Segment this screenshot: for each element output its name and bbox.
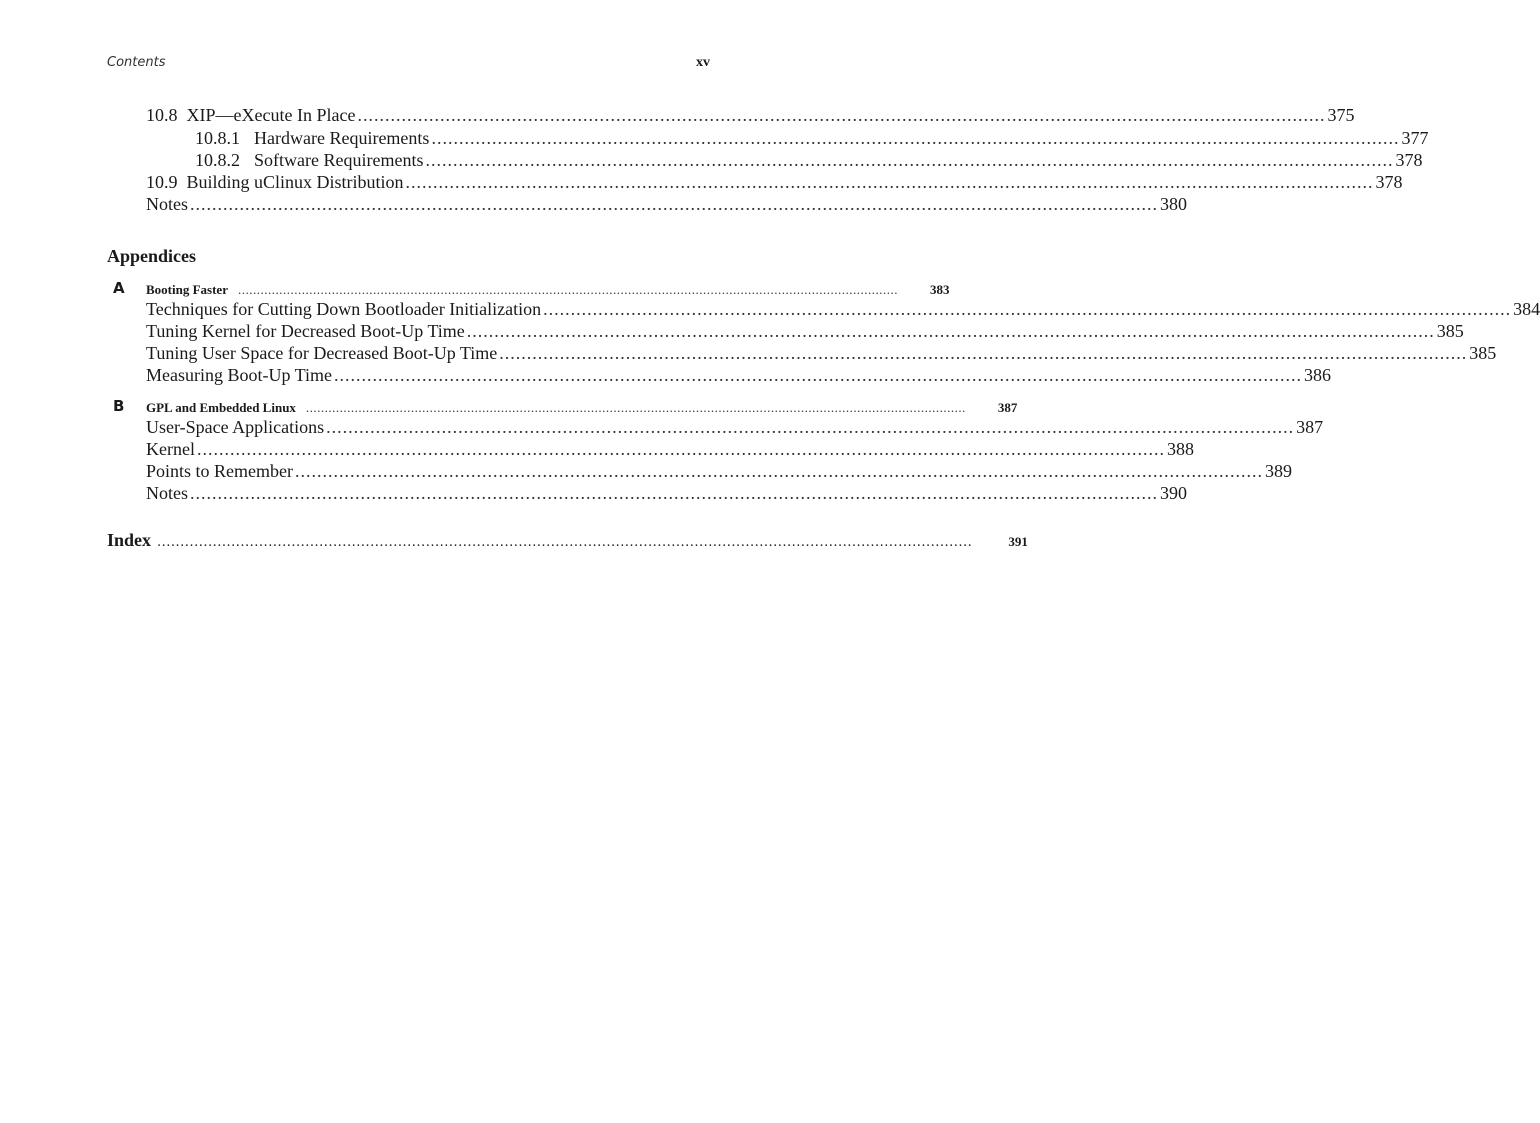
section-page: 387 — [1296, 417, 1324, 437]
section-page: 390 — [1160, 483, 1187, 503]
section-title: XIP—eXecute In Place — [186, 105, 356, 125]
dot-leader: ................................................................................................................................................................................ — [425, 150, 1394, 170]
section-title: Notes — [146, 194, 188, 214]
toc-entry-appendix-b-3[interactable] — [146, 460, 1292, 482]
appendices-heading: Appendices — [107, 246, 197, 266]
appendix-title: Booting Faster — [146, 282, 228, 297]
section-title: Kernel — [146, 439, 195, 459]
dot-leader: ................................................................................................................................................................................ — [157, 535, 973, 550]
section-title: Hardware Requirements — [254, 128, 430, 148]
toc-entry-appendix-b-1[interactable] — [146, 416, 1324, 438]
section-title: Points to Remember — [146, 461, 293, 481]
toc-entry-appendix-b-2[interactable] — [146, 438, 1194, 460]
toc-entry-appendix-a-4[interactable] — [146, 364, 1332, 386]
section-page: 386 — [1304, 365, 1332, 385]
toc-entry-notes[interactable] — [146, 193, 1187, 215]
section-number: 10.8.1 — [195, 128, 240, 148]
dot-leader: ................................................................................................................................................................................ — [357, 105, 1326, 125]
toc-entry-10-8-1[interactable] — [195, 127, 1429, 149]
dot-leader: ................................................................................................................................................................................ — [543, 299, 1512, 319]
section-number: 10.9 — [146, 172, 178, 192]
dot-leader: ................................................................................................................................................................................ — [190, 194, 1158, 214]
section-page: 385 — [1469, 343, 1497, 363]
running-head-title: Contents — [107, 55, 166, 70]
toc-entry-10-9[interactable] — [146, 171, 1403, 193]
toc-entry-10-8-2[interactable] — [195, 149, 1423, 171]
section-title: Building uClinux Distribution — [186, 172, 404, 192]
dot-leader: ................................................................................................................................................................................ — [431, 128, 1400, 148]
section-page: 375 — [1327, 105, 1355, 125]
section-title: User-Space Applications — [146, 417, 325, 437]
section-page: 389 — [1265, 461, 1292, 481]
appendix-a-letter: A — [113, 279, 125, 297]
section-number: 10.8.2 — [195, 150, 240, 170]
section-page: 388 — [1166, 439, 1194, 459]
toc-entry-appendix-a-2[interactable] — [146, 320, 1464, 342]
toc-entry-appendix-a-3[interactable] — [146, 342, 1497, 364]
index-page: 391 — [1008, 534, 1028, 549]
appendix-b-letter: B — [113, 397, 125, 415]
appendix-page: 383 — [929, 282, 950, 297]
dot-leader: ................................................................................................................................................................................ — [466, 321, 1435, 341]
section-page: 380 — [1160, 194, 1187, 214]
toc-entry-10-8[interactable] — [146, 104, 1355, 126]
section-page: 378 — [1395, 150, 1423, 170]
section-title: Tuning Kernel for Decreased Boot-Up Time — [146, 321, 465, 341]
dot-leader: ................................................................................................................................................................................ — [196, 439, 1165, 459]
section-title: Measuring Boot-Up Time — [146, 365, 333, 385]
section-title: Tuning User Space for Decreased Boot-Up Time — [146, 343, 498, 363]
dot-leader: ................................................................................................................................................................................ — [295, 461, 1263, 481]
appendix-title: GPL and Embedded Linux — [146, 400, 296, 415]
dot-leader: ................................................................................................................................................................................ — [237, 282, 898, 297]
appendix-page: 387 — [997, 400, 1018, 415]
toc-entry-appendix-b-4[interactable] — [146, 482, 1187, 504]
running-head — [107, 55, 710, 73]
index-title: Index — [107, 530, 152, 550]
section-page: 377 — [1401, 128, 1429, 148]
dot-leader: ................................................................................................................................................................................ — [499, 343, 1468, 363]
toc-entry-appendix-a-1[interactable] — [146, 298, 1540, 320]
dot-leader: ................................................................................................................................................................................ — [326, 417, 1295, 437]
toc-entry-index[interactable] — [107, 530, 1028, 551]
dot-leader: ................................................................................................................................................................................ — [405, 172, 1374, 192]
section-title: Notes — [146, 483, 188, 503]
dot-leader: ................................................................................................................................................................................ — [190, 483, 1158, 503]
section-page: 385 — [1436, 321, 1464, 341]
section-page: 384 — [1513, 299, 1540, 319]
section-title: Software Requirements — [254, 150, 424, 170]
dot-leader: ................................................................................................................................................................................ — [305, 400, 966, 415]
dot-leader: ................................................................................................................................................................................ — [334, 365, 1303, 385]
section-number: 10.8 — [146, 105, 178, 125]
page-number-roman: xv — [696, 55, 710, 70]
section-page: 378 — [1375, 172, 1403, 192]
section-title: Techniques for Cutting Down Bootloader Initialization — [146, 299, 542, 319]
